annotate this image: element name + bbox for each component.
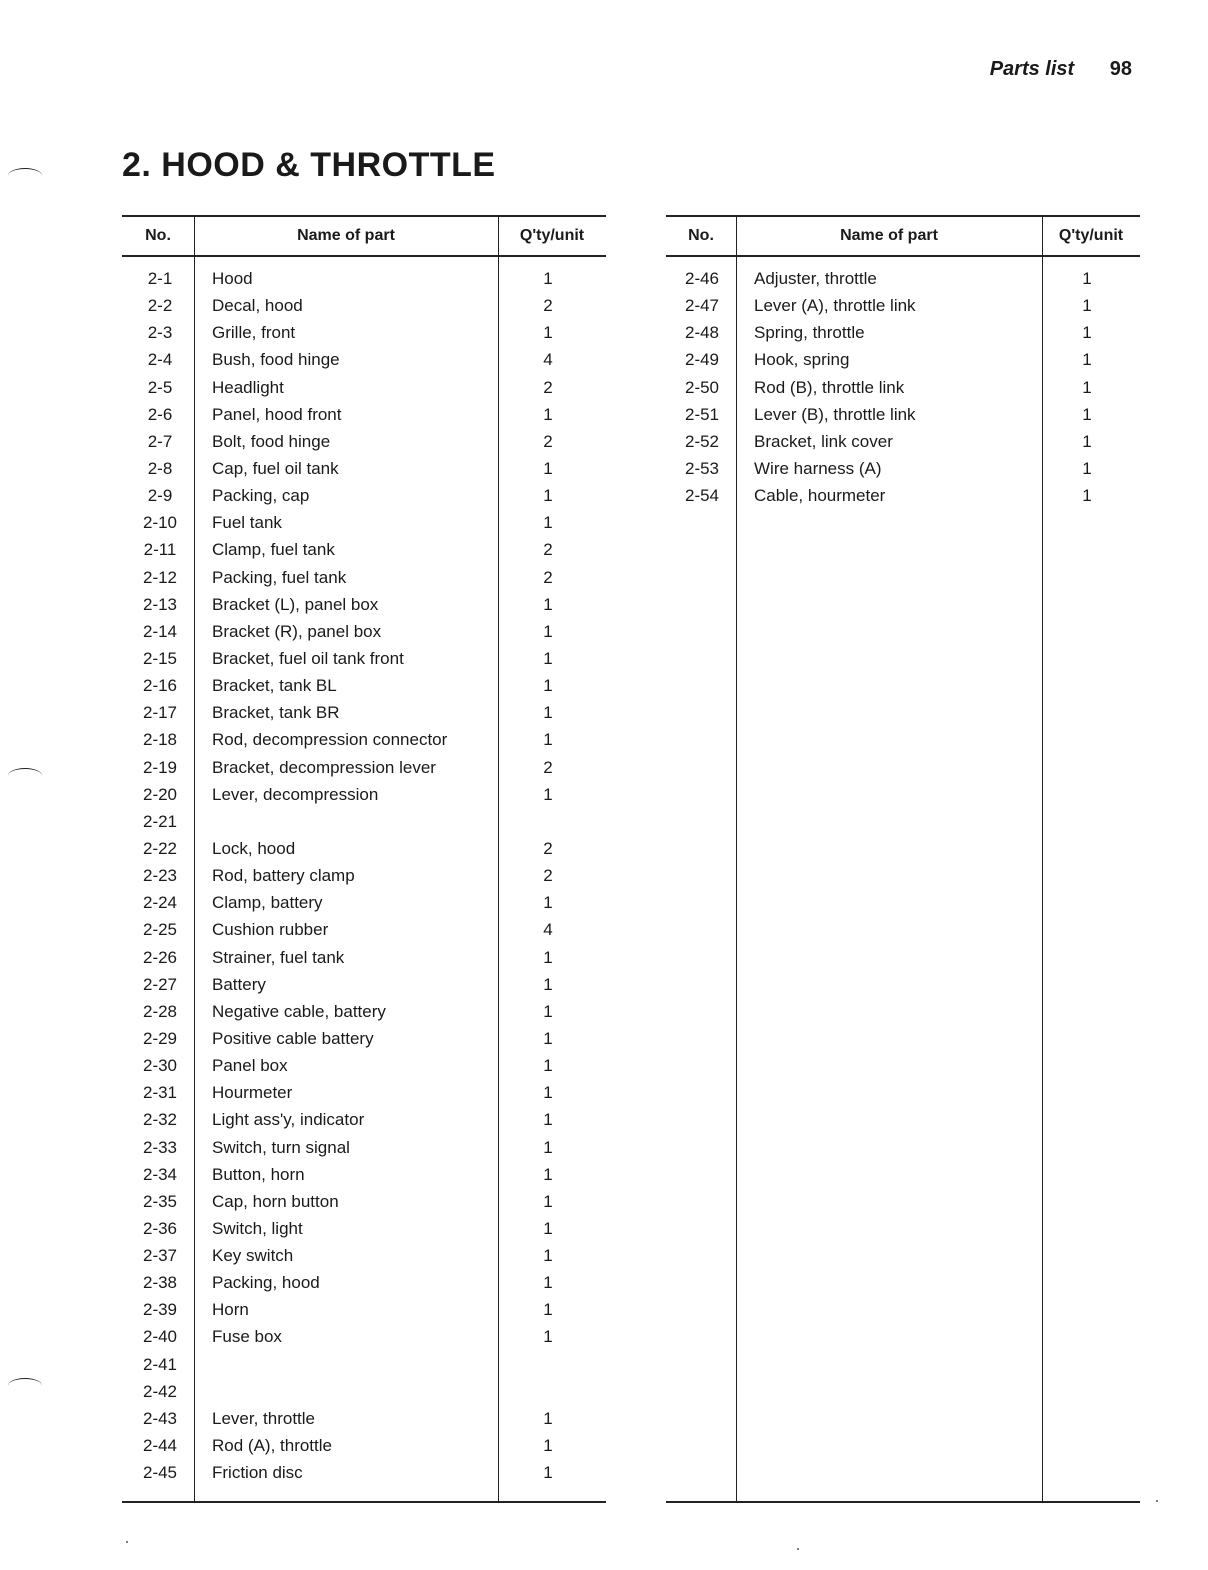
part-name: Rod (B), throttle link bbox=[754, 377, 905, 397]
part-name: Decal, hood bbox=[212, 296, 303, 316]
part-name: Lock, hood bbox=[212, 838, 296, 858]
table-row bbox=[122, 321, 606, 348]
part-number: 2-19 bbox=[142, 757, 178, 777]
part-qty: 1 bbox=[1082, 323, 1092, 343]
part-qty: 1 bbox=[543, 1110, 553, 1130]
part-number: 2-2 bbox=[147, 296, 173, 316]
part-number: 2-17 bbox=[142, 703, 178, 723]
part-number: 2-38 bbox=[142, 1273, 178, 1293]
part-qty: 1 bbox=[543, 458, 553, 478]
part-number: 2-12 bbox=[142, 567, 178, 587]
part-qty: 1 bbox=[1082, 269, 1092, 288]
part-qty: 1 bbox=[543, 404, 553, 424]
table-row bbox=[122, 1434, 606, 1461]
part-number: 2-23 bbox=[142, 866, 178, 886]
part-name: Bush, food hinge bbox=[212, 350, 340, 370]
scan-speck bbox=[126, 1541, 128, 1543]
scan-speck bbox=[797, 1548, 799, 1550]
part-number: 2-16 bbox=[142, 676, 178, 696]
part-number: 2-48 bbox=[684, 323, 720, 343]
table-row bbox=[122, 946, 606, 973]
part-number: 2-53 bbox=[684, 458, 720, 478]
part-qty: 1 bbox=[543, 947, 553, 967]
table-row bbox=[666, 267, 1140, 294]
part-number: 2-42 bbox=[142, 1381, 178, 1401]
part-number: 2-26 bbox=[142, 947, 178, 967]
part-qty: 1 bbox=[543, 1218, 553, 1238]
part-number: 2-9 bbox=[147, 486, 173, 506]
part-qty: 2 bbox=[543, 540, 553, 560]
table-row bbox=[122, 1000, 606, 1027]
part-name: Button, horn bbox=[212, 1164, 305, 1184]
part-number: 2-46 bbox=[684, 269, 720, 288]
part-qty: 1 bbox=[1082, 377, 1092, 397]
part-qty: 1 bbox=[543, 1436, 553, 1456]
part-number: 2-36 bbox=[142, 1218, 178, 1238]
part-qty: 1 bbox=[543, 1083, 553, 1103]
part-name: Lever (A), throttle link bbox=[754, 296, 916, 316]
part-qty: 2 bbox=[543, 431, 553, 451]
part-name: Cap, fuel oil tank bbox=[212, 458, 339, 478]
part-qty: 1 bbox=[543, 1028, 553, 1048]
part-name: Bracket, tank BL bbox=[212, 676, 337, 696]
table-row bbox=[122, 1217, 606, 1244]
part-number: 2-31 bbox=[142, 1083, 178, 1103]
part-qty: 1 bbox=[543, 784, 553, 804]
part-number: 2-49 bbox=[684, 350, 720, 370]
table-row bbox=[122, 1190, 606, 1217]
part-qty: 1 bbox=[543, 1273, 553, 1293]
table-row bbox=[122, 728, 606, 755]
part-qty: 1 bbox=[543, 893, 553, 913]
part-number: 2-18 bbox=[142, 730, 178, 750]
table-row bbox=[122, 1054, 606, 1081]
page-title: 2. HOOD & THROTTLE bbox=[122, 146, 496, 184]
table-row bbox=[122, 1407, 606, 1434]
table-row bbox=[122, 294, 606, 321]
part-name: Fuse box bbox=[212, 1327, 282, 1347]
part-name: Rod, decompression connector bbox=[212, 730, 448, 750]
table-row bbox=[122, 1027, 606, 1054]
table-row bbox=[122, 1271, 606, 1298]
table-row bbox=[666, 376, 1140, 403]
part-qty: 1 bbox=[543, 1408, 553, 1428]
table-row bbox=[122, 566, 606, 593]
table-row bbox=[122, 1380, 606, 1407]
running-header bbox=[990, 58, 1132, 81]
part-name: Positive cable battery bbox=[212, 1028, 374, 1048]
part-qty: 1 bbox=[543, 648, 553, 668]
part-qty: 1 bbox=[543, 974, 553, 994]
part-number: 2-13 bbox=[142, 594, 178, 614]
part-number: 2-28 bbox=[142, 1001, 178, 1021]
table-row bbox=[122, 593, 606, 620]
part-name: Cap, horn button bbox=[212, 1191, 339, 1211]
part-name: Key switch bbox=[212, 1246, 294, 1266]
table-row bbox=[122, 620, 606, 647]
part-name: Battery bbox=[212, 974, 266, 994]
part-qty: 1 bbox=[543, 1246, 553, 1266]
part-number: 2-11 bbox=[143, 540, 177, 560]
part-name: Spring, throttle bbox=[754, 323, 865, 343]
part-qty: 1 bbox=[543, 1001, 553, 1021]
part-number: 2-25 bbox=[142, 920, 178, 940]
part-name: Headlight bbox=[212, 377, 284, 397]
table-body bbox=[666, 267, 1140, 511]
part-name: Bracket, fuel oil tank front bbox=[212, 648, 404, 668]
part-qty: 1 bbox=[543, 1327, 553, 1347]
part-name: Cable, hourmeter bbox=[754, 486, 886, 506]
table-row bbox=[122, 376, 606, 403]
part-number: 2-29 bbox=[142, 1028, 178, 1048]
part-qty: 1 bbox=[543, 1191, 553, 1211]
part-name: Switch, turn signal bbox=[212, 1137, 350, 1157]
part-name: Adjuster, throttle bbox=[754, 269, 877, 288]
table-row bbox=[122, 674, 606, 701]
parts-table-right bbox=[666, 215, 1140, 1503]
table-row bbox=[122, 783, 606, 810]
table-row bbox=[122, 1325, 606, 1352]
table-row bbox=[122, 756, 606, 783]
part-number: 2-27 bbox=[142, 974, 178, 994]
part-name: Clamp, fuel tank bbox=[212, 540, 335, 560]
part-qty: 1 bbox=[543, 1137, 553, 1157]
part-qty: 1 bbox=[543, 1056, 553, 1076]
part-qty: 4 bbox=[543, 920, 553, 940]
part-number: 2-44 bbox=[142, 1436, 178, 1456]
part-name: Panel, hood front bbox=[212, 404, 342, 424]
table-row bbox=[666, 403, 1140, 430]
part-name: Hourmeter bbox=[212, 1083, 293, 1103]
table-row bbox=[122, 1081, 606, 1108]
header-name: Name of part bbox=[297, 227, 395, 244]
part-qty: 1 bbox=[543, 323, 553, 343]
part-name: Light ass'y, indicator bbox=[212, 1110, 365, 1130]
part-name: Strainer, fuel tank bbox=[212, 947, 345, 967]
table-row bbox=[122, 810, 606, 837]
part-number: 2-4 bbox=[147, 350, 173, 370]
part-qty: 1 bbox=[1082, 350, 1092, 370]
part-qty: 1 bbox=[543, 703, 553, 723]
part-number: 2-1 bbox=[147, 269, 173, 288]
table-row bbox=[122, 1461, 606, 1488]
punch-hole-mark bbox=[8, 768, 42, 783]
part-number: 2-3 bbox=[147, 323, 173, 343]
part-qty: 1 bbox=[1082, 404, 1092, 424]
table-row bbox=[122, 1108, 606, 1135]
part-qty: 1 bbox=[543, 513, 553, 533]
table-row bbox=[122, 430, 606, 457]
part-name: Fuel tank bbox=[212, 513, 282, 533]
part-qty: 2 bbox=[543, 757, 553, 777]
part-number: 2-5 bbox=[147, 377, 173, 397]
part-qty: 1 bbox=[1082, 458, 1092, 478]
part-name: Packing, fuel tank bbox=[212, 567, 347, 587]
part-qty: 1 bbox=[543, 621, 553, 641]
part-qty: 4 bbox=[543, 350, 553, 370]
part-qty: 1 bbox=[543, 594, 553, 614]
table-row bbox=[122, 837, 606, 864]
table-row bbox=[122, 1136, 606, 1163]
part-qty: 1 bbox=[543, 730, 553, 750]
part-name: Friction disc bbox=[212, 1463, 303, 1483]
header-name: Name of part bbox=[840, 227, 938, 244]
table-header bbox=[666, 217, 1140, 257]
part-number: 2-39 bbox=[142, 1300, 178, 1320]
part-number: 2-37 bbox=[142, 1246, 178, 1266]
table-row bbox=[666, 484, 1140, 511]
part-name: Switch, light bbox=[212, 1218, 303, 1238]
punch-hole-mark bbox=[8, 168, 42, 183]
part-qty: 2 bbox=[543, 866, 553, 886]
section-name: Parts list bbox=[989, 58, 1075, 80]
part-qty: 1 bbox=[543, 1300, 553, 1320]
scan-speck bbox=[1156, 1500, 1158, 1502]
part-qty: 1 bbox=[1082, 296, 1092, 316]
part-number: 2-33 bbox=[142, 1137, 178, 1157]
part-name: Packing, cap bbox=[212, 486, 310, 506]
part-number: 2-15 bbox=[142, 648, 178, 668]
part-number: 2-43 bbox=[142, 1408, 178, 1428]
table-row bbox=[122, 538, 606, 565]
table-row bbox=[122, 647, 606, 674]
table-header bbox=[122, 217, 606, 257]
table-row bbox=[122, 1353, 606, 1380]
table-body bbox=[122, 267, 606, 1488]
table-row bbox=[122, 267, 606, 294]
table-row bbox=[122, 484, 606, 511]
part-qty: 1 bbox=[1082, 431, 1092, 451]
part-number: 2-35 bbox=[142, 1191, 178, 1211]
table-row bbox=[666, 430, 1140, 457]
part-qty: 1 bbox=[543, 1463, 553, 1483]
part-number: 2-14 bbox=[142, 621, 178, 641]
header-no: No. bbox=[688, 227, 714, 244]
part-name: Bracket (L), panel box bbox=[212, 594, 379, 614]
part-name: Horn bbox=[212, 1300, 249, 1320]
table-row bbox=[666, 321, 1140, 348]
part-name: Bracket, link cover bbox=[754, 431, 893, 451]
part-number: 2-7 bbox=[147, 431, 173, 451]
table-row bbox=[666, 294, 1140, 321]
part-qty: 1 bbox=[543, 676, 553, 696]
part-name: Bracket, decompression lever bbox=[212, 757, 436, 777]
header-qty: Q'ty/unit bbox=[1058, 227, 1124, 244]
part-name: Lever, decompression bbox=[212, 784, 379, 804]
part-number: 2-47 bbox=[684, 296, 720, 316]
part-name: Wire harness (A) bbox=[754, 458, 882, 478]
part-qty: 2 bbox=[543, 838, 553, 858]
table-row bbox=[122, 1163, 606, 1190]
part-number: 2-6 bbox=[147, 404, 173, 424]
part-number: 2-45 bbox=[142, 1463, 178, 1483]
part-qty: 2 bbox=[543, 296, 553, 316]
part-name: Panel box bbox=[212, 1056, 288, 1076]
table-row bbox=[122, 1298, 606, 1325]
part-number: 2-21 bbox=[142, 811, 178, 831]
table-row bbox=[122, 864, 606, 891]
table-row bbox=[122, 457, 606, 484]
table-row bbox=[122, 891, 606, 918]
table-row bbox=[122, 348, 606, 375]
table-row bbox=[666, 457, 1140, 484]
part-name: Packing, hood bbox=[212, 1273, 320, 1293]
part-number: 2-52 bbox=[684, 431, 720, 451]
part-name: Rod, battery clamp bbox=[212, 866, 355, 886]
part-number: 2-51 bbox=[684, 404, 720, 424]
page-number: 98 bbox=[1109, 58, 1132, 80]
part-name: Lever, throttle bbox=[212, 1408, 316, 1428]
part-number: 2-8 bbox=[147, 458, 173, 478]
table-row bbox=[666, 348, 1140, 375]
part-qty: 2 bbox=[543, 377, 553, 397]
part-name: Cushion rubber bbox=[212, 920, 329, 940]
part-number: 2-24 bbox=[142, 893, 178, 913]
header-qty: Q'ty/unit bbox=[519, 227, 585, 244]
part-qty: 1 bbox=[1082, 486, 1092, 506]
table-row bbox=[122, 701, 606, 728]
part-number: 2-40 bbox=[142, 1327, 178, 1347]
part-name: Bracket (R), panel box bbox=[212, 621, 382, 641]
part-number: 2-10 bbox=[142, 513, 178, 533]
part-qty: 2 bbox=[543, 567, 553, 587]
part-qty: 1 bbox=[543, 486, 553, 506]
part-name: Hook, spring bbox=[754, 350, 850, 370]
table-row bbox=[122, 1244, 606, 1271]
part-qty: 1 bbox=[543, 269, 553, 288]
part-number: 2-30 bbox=[142, 1056, 178, 1076]
part-name: Rod (A), throttle bbox=[212, 1436, 332, 1456]
part-qty: 1 bbox=[543, 1164, 553, 1184]
part-name: Grille, front bbox=[212, 323, 296, 343]
part-name: Negative cable, battery bbox=[212, 1001, 386, 1021]
table-row bbox=[122, 973, 606, 1000]
part-name: Bolt, food hinge bbox=[212, 431, 331, 451]
part-number: 2-50 bbox=[684, 377, 720, 397]
part-number: 2-41 bbox=[142, 1354, 178, 1374]
part-number: 2-20 bbox=[142, 784, 178, 804]
table-row bbox=[122, 403, 606, 430]
table-row bbox=[122, 918, 606, 945]
part-number: 2-34 bbox=[142, 1164, 178, 1184]
part-name: Clamp, battery bbox=[212, 893, 323, 913]
part-number: 2-22 bbox=[142, 838, 178, 858]
parts-table-left bbox=[122, 215, 606, 1503]
punch-hole-mark bbox=[8, 1378, 42, 1393]
part-number: 2-32 bbox=[142, 1110, 178, 1130]
header-no: No. bbox=[145, 227, 171, 244]
part-name: Hood bbox=[212, 269, 253, 288]
part-number: 2-54 bbox=[684, 486, 720, 506]
table-row bbox=[122, 511, 606, 538]
part-name: Bracket, tank BR bbox=[212, 703, 340, 723]
part-name: Lever (B), throttle link bbox=[754, 404, 916, 424]
